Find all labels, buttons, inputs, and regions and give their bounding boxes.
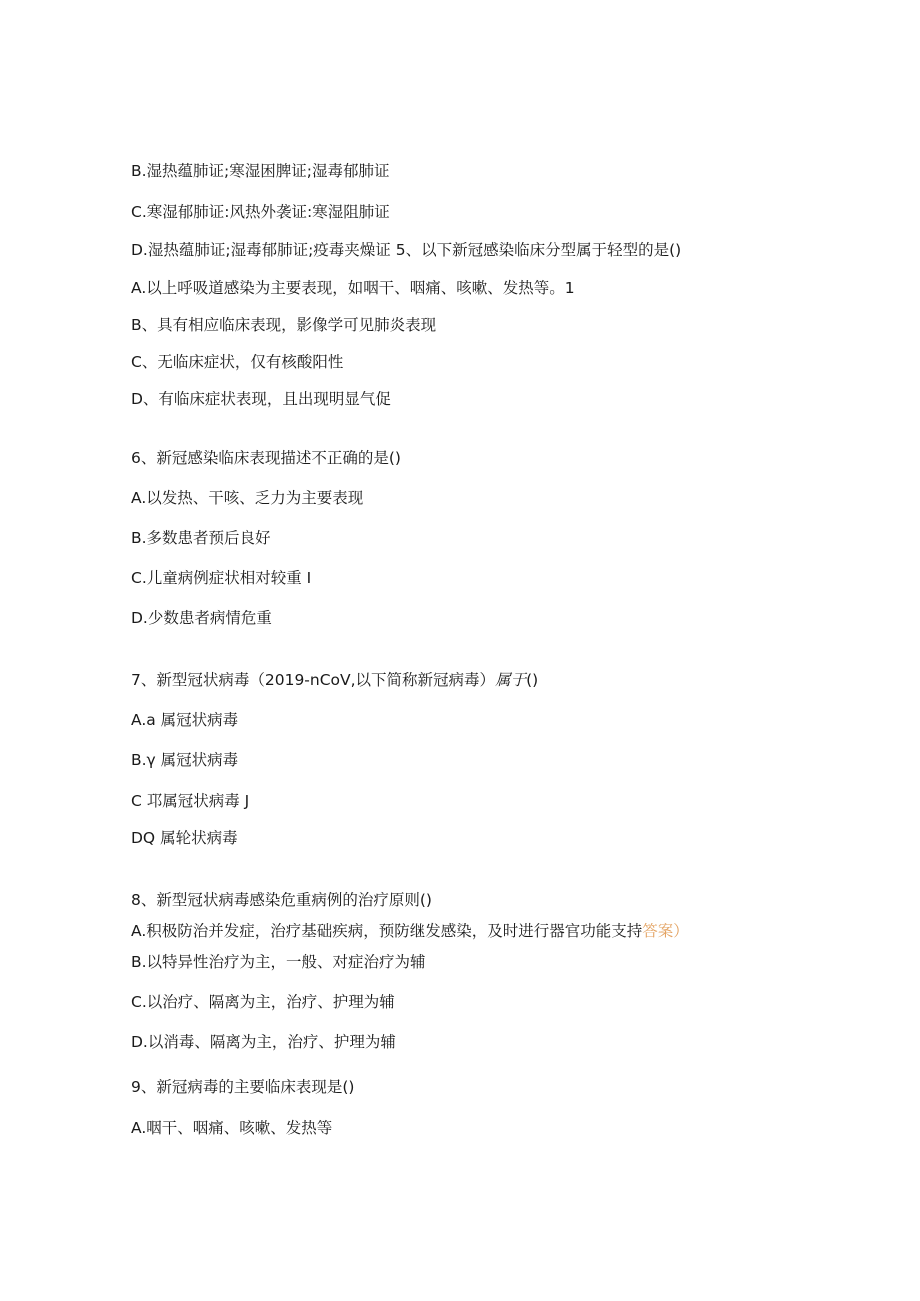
q4-option-c: C.寒湿郁肺证:风热外袭证:寒湿阻肺证	[131, 203, 390, 221]
q5-option-c: C、无临床症状，仅有核酸阳性	[131, 353, 344, 371]
q8-stem: 8、新型冠状病毒感染危重病例的治疗原则()	[131, 891, 432, 909]
q6-option-c: C.儿童病例症状相对较重 I	[131, 569, 312, 587]
q8-answer-mark: 答案）	[642, 922, 689, 940]
q9-stem: 9、新冠病毒的主要临床表现是()	[131, 1078, 355, 1096]
q7-option-c: C 邛属冠状病毒 J	[131, 792, 250, 810]
q7-stem	[131, 670, 538, 690]
q5-option-d: D、有临床症状表现，且出现明显气促	[131, 390, 391, 408]
q7-stem-paren: ()	[526, 671, 539, 689]
q6-option-b: B.多数患者预后良好	[131, 529, 271, 547]
q4-option-b: B.湿热蕴肺证;寒湿困脾证;湿毒郁肺证	[131, 162, 390, 180]
q6-option-a: A.以发热、干咳、乏力为主要表现	[131, 489, 364, 507]
q7-stem-belongs: 属于	[495, 671, 527, 689]
q8-option-a	[131, 921, 689, 941]
q5-option-b: B、具有相应临床表现，影像学可见肺炎表现	[131, 316, 437, 334]
q4-option-d-and-q5-stem: D.湿热蕴肺证;湿毒郁肺证;疫毒夹燥证 5、以下新冠感染临床分型属于轻型的是()	[131, 241, 682, 259]
q7-stem-main: 7、新型冠状病毒（2019-nCoV,以下简称新冠病毒）	[131, 671, 496, 689]
q6-stem: 6、新冠感染临床表现描述不正确的是()	[131, 449, 401, 467]
q7-option-d: DQ 属轮状病毒	[131, 829, 238, 847]
q5-option-a: A.以上呼吸道感染为主要表现，如咽干、咽痛、咳嗽、发热等。1	[131, 279, 575, 297]
q7-option-b: B.γ 属冠状病毒	[131, 751, 239, 769]
q9-option-a: A.咽干、咽痛、咳嗽、发热等	[131, 1119, 333, 1137]
q8-option-c: C.以治疗、隔离为主，治疗、护理为辅	[131, 993, 395, 1011]
q8-option-d: D.以消毒、隔离为主，治疗、护理为辅	[131, 1033, 396, 1051]
q7-option-a: A.a 属冠状病毒	[131, 711, 239, 729]
q6-option-d: D.少数患者病情危重	[131, 609, 272, 627]
q8-option-a-text: A.积极防治并发症，治疗基础疾病，预防继发感染，及时进行器官功能支持	[131, 922, 643, 940]
q8-option-b: B.以特异性治疗为主，一般、对症治疗为辅	[131, 953, 426, 971]
